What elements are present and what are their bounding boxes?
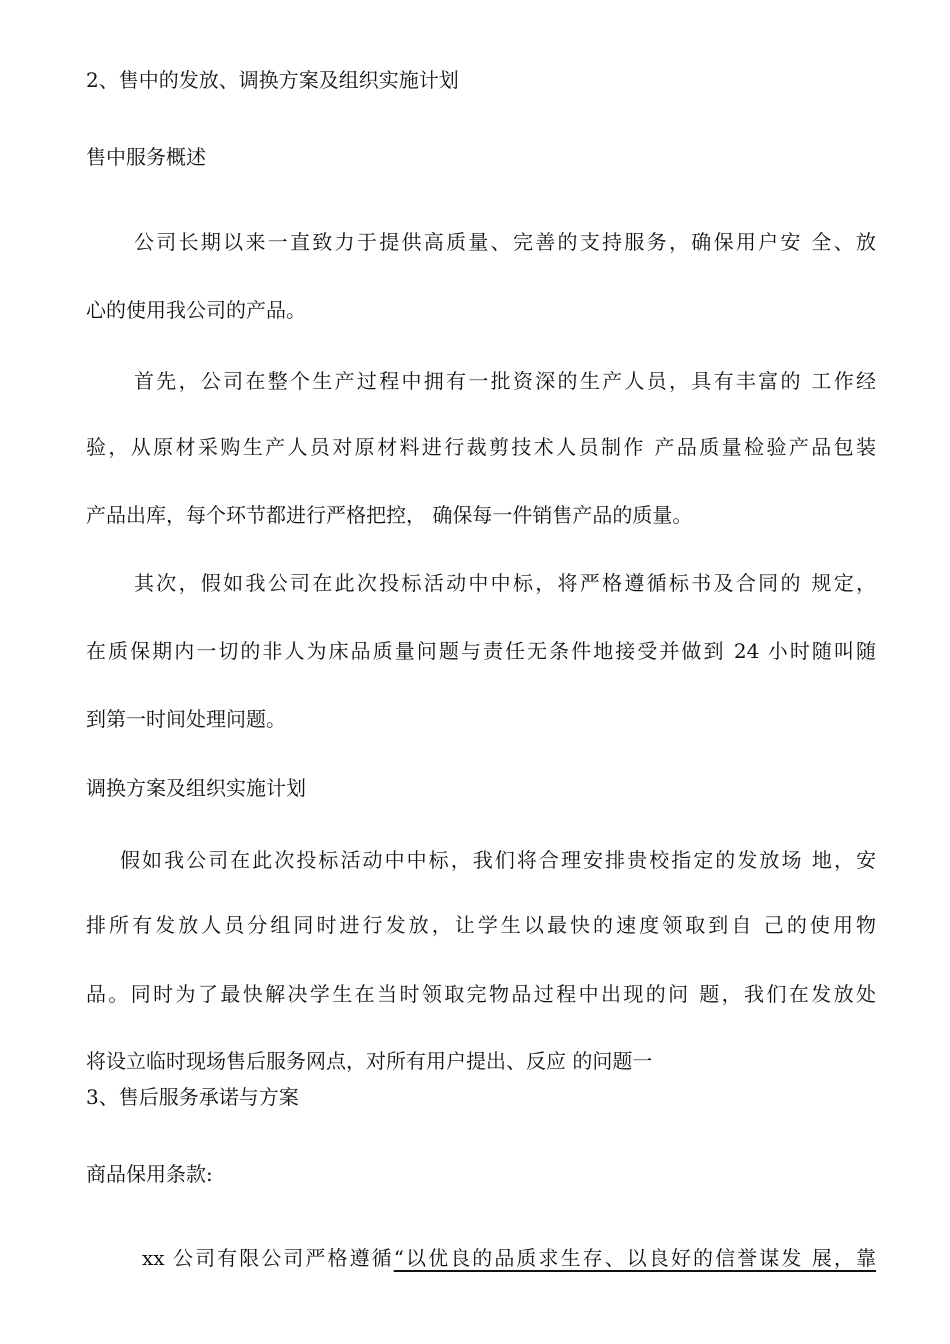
paragraph4-line2: 排所有发放人员分组同时进行发放，让学生以最快的速度领取到自 己的使用物	[86, 913, 876, 937]
exchange-heading: 调换方案及组织实施计划	[86, 776, 306, 800]
section3-heading: 3、售后服务承诺与方案	[86, 1085, 299, 1109]
paragraph3-line2: 在质保期内一切的非人为床品质量问题与责任无条件地接受并做到 24 小时随叫随	[86, 639, 876, 663]
paragraph1-line1: 公司长期以来一直致力于提供高质量、完善的支持服务，确保用户安 全、放	[134, 230, 876, 254]
paragraph4-line3: 品。同时为了最快解决学生在当时领取完物品过程中出现的问 题，我们在发放处	[86, 982, 876, 1006]
paragraph3-line3: 到第一时间处理问题。	[86, 707, 286, 731]
paragraph4-line1: 假如我公司在此次投标活动中中标，我们将合理安排贵校指定的发放场 地，安	[120, 848, 876, 872]
paragraph5-underlined-quote: “以优良的品质求生存、以良好的信誉谋发 展，靠	[393, 1246, 876, 1270]
paragraph3-line1: 其次，假如我公司在此次投标活动中中标，将严格遵循标书及合同的 规定，	[134, 571, 876, 595]
paragraph2-line2: 验，从原材采购生产人员对原材料进行裁剪技术人员制作 产品质量检验产品包装	[86, 435, 876, 459]
section2-heading: 2、售中的发放、调换方案及组织实施计划	[86, 68, 459, 92]
paragraph1-line2: 心的使用我公司的产品。	[86, 298, 306, 322]
paragraph2-line1: 首先，公司在整个生产过程中拥有一批资深的生产人员，具有丰富的 工作经	[134, 369, 876, 393]
warranty-heading: 商品保用条款:	[86, 1162, 213, 1186]
paragraph4-line4: 将设立临时现场售后服务网点，对所有用户提出、反应 的问题一	[86, 1049, 653, 1073]
paragraph5-prefix: xx 公司有限公司严格遵循	[142, 1246, 394, 1270]
paragraph5-line1	[142, 1244, 876, 1272]
overview-heading: 售中服务概述	[86, 145, 206, 169]
paragraph2-line3: 产品出库，每个环节都进行严格把控， 确保每一件销售产品的质量。	[86, 503, 693, 527]
